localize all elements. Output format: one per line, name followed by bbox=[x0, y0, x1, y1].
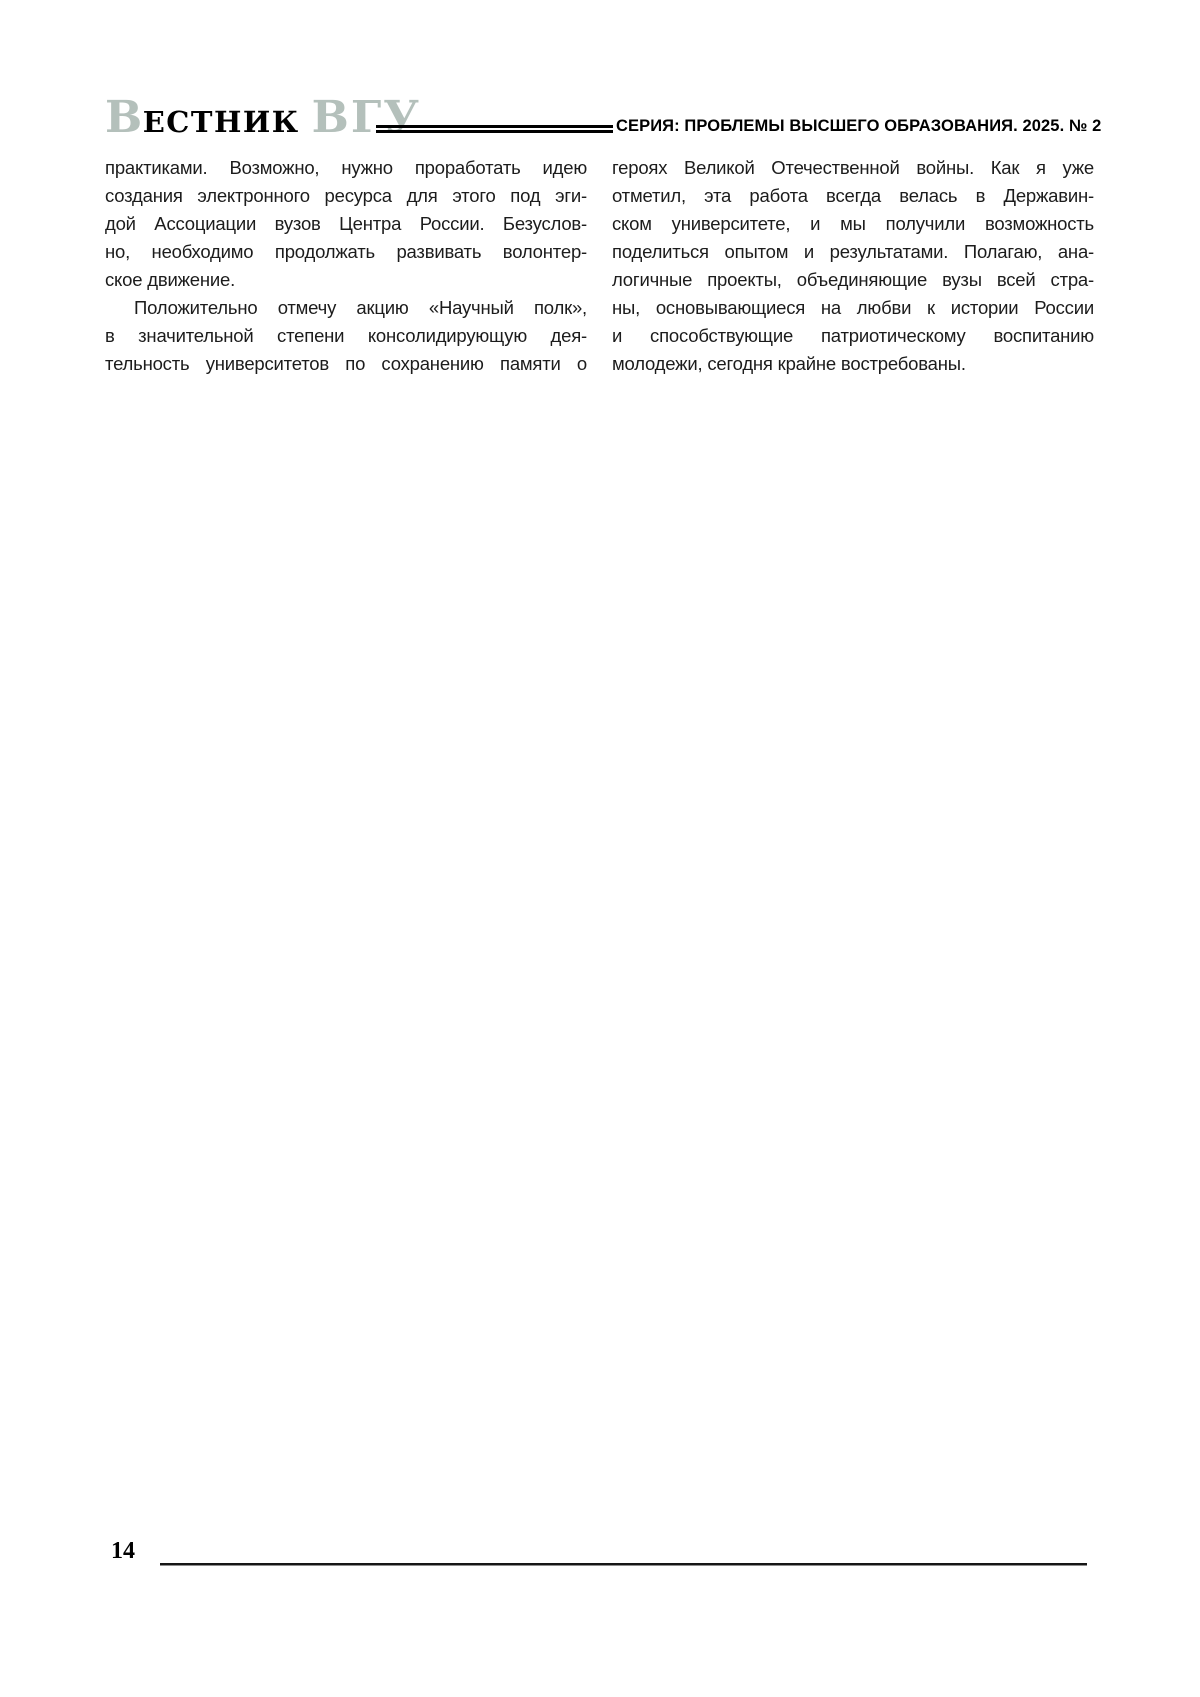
logo-university-abbr: ВГУ bbox=[311, 92, 421, 143]
text-line: ское движение. bbox=[105, 269, 236, 290]
text-line: дой Ассоциации вузов Центра России. Безуслов- bbox=[105, 213, 587, 234]
logo-initial-letter: В bbox=[105, 92, 143, 143]
text-line: тельность университетов по сохранению памяти о bbox=[105, 353, 587, 374]
text-line: практиками. Возможно, нужно проработать идею bbox=[105, 157, 587, 178]
journal-logo bbox=[105, 92, 421, 149]
text-line: героях Великой Отечественной войны. Как я уже bbox=[612, 157, 1094, 178]
header-double-rule bbox=[376, 125, 613, 133]
footer-rule bbox=[160, 1563, 1087, 1566]
text-column-right bbox=[612, 154, 1094, 378]
text-line: и способствующие патриотическому воспитанию bbox=[612, 325, 1094, 346]
page-number: 14 bbox=[111, 1538, 135, 1564]
text-column-left bbox=[105, 154, 587, 378]
text-line: но, необходимо продолжать развивать волонтер- bbox=[105, 241, 587, 262]
text-line: отметил, эта работа всегда велась в Державин- bbox=[612, 185, 1094, 206]
text-line: молодежи, сегодня крайне востребованы. bbox=[612, 353, 966, 374]
logo-word-rest: ЕСТНИК bbox=[142, 105, 300, 139]
text-line: ском университете, и мы получили возможность bbox=[612, 213, 1094, 234]
text-line: в значительной степени консолидирующую дея- bbox=[105, 325, 587, 346]
text-line: поделиться опытом и результатами. Полагаю, ана- bbox=[612, 241, 1094, 262]
text-line: ны, основывающиеся на любви к истории России bbox=[612, 297, 1094, 318]
page-header bbox=[105, 92, 1102, 148]
text-line: создания электронного ресурса для этого под эги- bbox=[105, 185, 587, 206]
text-line: Положительно отмечу акцию «Научный полк», bbox=[134, 297, 587, 318]
series-title: СЕРИЯ: ПРОБЛЕМЫ ВЫСШЕГО ОБРАЗОВАНИЯ. 2025. № 2 bbox=[616, 117, 1102, 135]
text-line: логичные проекты, объединяющие вузы всей стра- bbox=[612, 269, 1094, 290]
